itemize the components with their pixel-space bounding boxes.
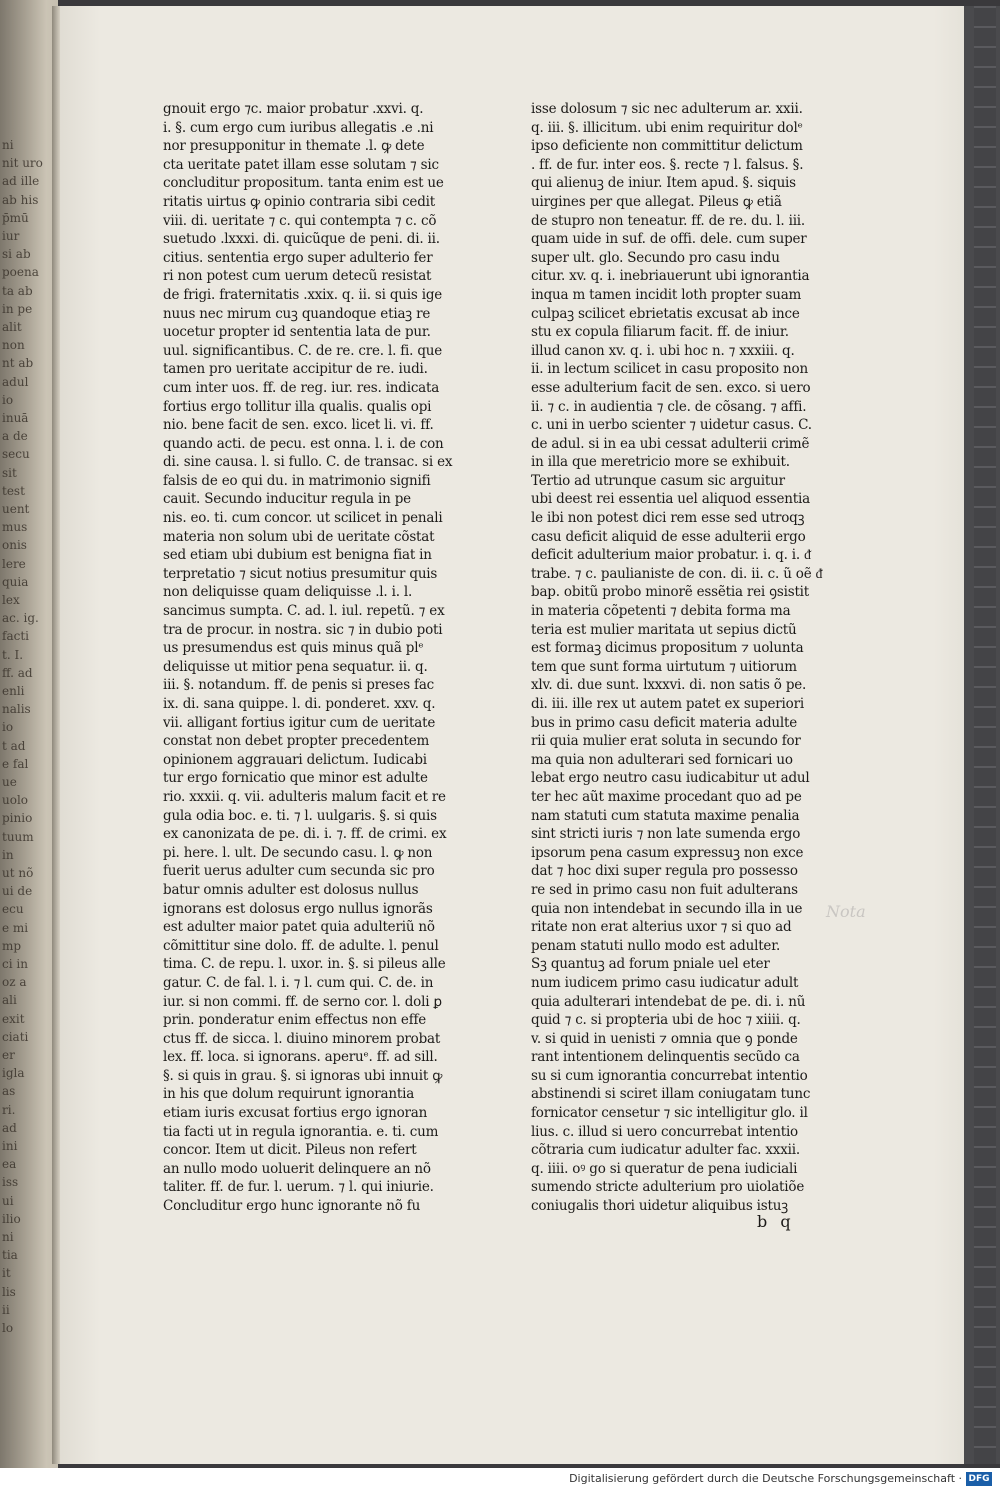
previous-page-fragment: ta ab [2,283,33,298]
text-line: batur omnis adulter est dolosus nullus [163,881,419,898]
previous-page-fragment: ut nõ [2,866,34,880]
previous-page-fragment: ui de [2,884,33,899]
previous-page-fragment: facti [2,629,29,644]
previous-page-edge [0,0,58,1468]
text-line: cauit. Secundo inducitur regula in pe [163,491,411,508]
text-line: tur ergo fornicatio que minor est adulte [163,770,428,787]
previous-page-fragment: ui [2,1193,14,1208]
text-line: lex. ff. loca. si ignorans. aperuᵉ. ff. ad sill. [163,1049,438,1066]
previous-page-fragment: sit [2,465,17,480]
previous-page-fragment: poena [2,265,39,280]
previous-page-fragment: t. I. [2,647,24,662]
previous-page-fragment: ri. [2,1102,16,1117]
previous-page-fragment: ini [2,1139,18,1153]
text-line: an nullo modo uoluerit delinquere an nõ [163,1160,431,1177]
previous-page-fragment: nt ab [2,356,34,371]
previous-page-fragment: pinio [2,811,33,826]
previous-page-fragment: ue [2,775,17,789]
text-line: lius. c. illud si uero concurrebat intentio [531,1123,798,1140]
text-line: falsis de eo qui du. in matrimonio signifi [163,472,431,489]
text-line: quam uide in suf. de offi. dele. cum super [531,231,807,248]
text-line: illud canon xv. q. i. ubi hoc n. ⁊ xxxiii. q. [531,342,795,359]
text-line: ii. ⁊ c. in audientia ⁊ cle. de cõsang. ⁊ affi. [531,398,807,415]
previous-page-fragment: mp [2,938,22,953]
text-line: uirgines per que allegat. Pileus ꝙ etiã [531,193,782,210]
previous-page-fragment: io [2,392,14,407]
text-line: pi. here. l. ult. De secundo casu. l. ꝙ non [163,844,433,861]
previous-page-fragment: in [2,847,14,862]
text-line: ma quia non adulterari sed fornicari uo [531,751,793,768]
left-text-column [163,100,468,1216]
text-line: tamen pro ueritate accipitur de re. iudi. [163,361,428,378]
text-line: re sed in primo casu non fuit adulterans [531,881,798,898]
previous-page-fragment: ci in [2,957,28,971]
previous-page-fragment: lo [2,1321,14,1335]
text-line: iii. §. notandum. ff. de penis si preses fac [163,677,435,694]
text-line: sint stricti iuris ⁊ non late sumenda ergo [531,826,801,843]
text-line: super ult. glo. Secundo pro casu indu [531,249,780,266]
text-line: Sꝫ quantuꝫ ad forum pniale uel eter [531,956,770,973]
text-line: citius. sententia ergo super adulterio fer [163,249,433,266]
text-line: de stupro non teneatur. ff. de re. du. l. iii. [531,212,806,229]
text-line: q. iiii. oꝰ go si queratur de pena iudiciali [531,1160,798,1177]
text-line: nor presupponitur in themate .l. ꝙ dete [163,138,425,155]
text-line: vii. alligant fortius igitur cum de ueritate [163,714,436,731]
right-text-column [531,100,831,1216]
text-line: tima. C. de repu. l. uxor. in. §. si pileus alle [163,956,446,973]
previous-page-fragment: alit [2,320,22,334]
previous-page-fragment: exit [2,1011,25,1026]
text-line: ex canonizata de pe. di. i. ⁊. ff. de crimi. ex [163,826,447,843]
text-line: taliter. ff. de fur. l. uerum. ⁊ l. qui iniurie. [163,1179,434,1196]
text-line: materia non solum ubi de ueritate cõstat [163,528,435,545]
text-line: uul. significantibus. C. de re. cre. l. fi. que [163,342,443,359]
text-line: sumendo stricte adulterium pro uiolatiõe [531,1179,805,1196]
text-line: num iudicem primo casu iudicatur adult [531,974,799,991]
text-line: penam statuti nullo modo est adulter. [531,937,781,954]
text-line: tem que sunt forma uirtutum ⁊ uitiorum [531,658,797,675]
text-line: dat ⁊ hoc dixi super regula pro possesso [531,863,798,880]
previous-page-fragment: p̄mū [2,210,29,225]
previous-page-fragment: quia [2,574,29,589]
text-line: i. §. cum ergo cum iuribus allegatis .e .ni [163,119,434,136]
previous-page-fragment: e fal [2,756,29,771]
text-line: le ibi non potest dici rem esse sed utroqꝫ [531,510,805,527]
text-line: deficit adulterium maior probatur. i. q. i. ᵭ [531,547,811,564]
text-line: citur. xv. q. i. inebriauerunt ubi ignorantia [531,268,810,285]
text-line: cum inter uos. ff. de reg. iur. res. indicata [163,379,440,396]
previous-page-fragment: ali [2,993,17,1008]
text-line: ix. di. sana quippe. l. di. ponderet. xxv. q. [163,696,436,712]
text-line: nis. eo. ti. cum concor. ut scilicet in penali [163,510,443,527]
text-line: in his que dolum requirunt ignorantia [163,1086,415,1103]
text-line: viii. di. ueritate ⁊ c. qui contempta ⁊ c. cõ [163,212,437,229]
previous-page-fragment: ff. ad [2,665,33,680]
previous-page-fragment: ii [2,1302,10,1317]
previous-page-fragment: ilio [2,1211,21,1226]
text-line: est formaꝫ dicimus propositum ⁊ uolunta [531,640,804,657]
text-line: . ff. de fur. inter eos. §. recte ⁊ l. falsus. §. [531,156,804,173]
text-line: ignorans est dolosus ergo nullus ignorãs [163,900,433,917]
previous-page-fragment: it [2,1266,11,1281]
text-line: ter hec aũt maxime procedant quo ad pe [531,788,802,805]
text-line: constat non debet propter precedentem [163,733,430,750]
text-line: gatur. C. de fal. l. i. ⁊ l. cum qui. C. de. in [163,974,434,991]
text-line: rio. xxxii. q. vii. adulteris malum facit et re [163,788,446,805]
previous-page-fragment: uent [2,502,30,516]
text-line: ri non potest cum uerum detecũ resistat [163,268,432,285]
text-line: qui alienuꝫ de iniur. Item apud. §. siquis [531,175,796,192]
text-line: uocetur propter id sententia lata de pur. [163,324,431,341]
text-line: coniugalis thori uidetur aliquibus istuꝫ [531,1198,788,1215]
text-line: iur. si non commi. ff. de serno cor. l. doli ꝑ [163,993,442,1010]
text-line: ii. in lectum scilicet in casu proposito non [531,361,808,378]
text-line: nio. bene facit de sen. exco. licet li. vi. ff. [163,417,434,434]
text-line: ubi deest rei essentia uel aliquod essentia [531,491,810,508]
text-line: est adulter maior patet quia adulteriũ nõ [163,919,435,936]
previous-page-fragment: uolo [2,793,29,808]
text-line: etiam iuris excusat fortius ergo ignoran [163,1105,428,1122]
text-line: abstinendi si sciret illam coniugatam tunc [531,1086,811,1103]
text-line: c. uni in uerbo scienter ⁊ uidetur casus. C. [531,417,812,434]
text-line: gnouit ergo ⁊c. maior probatur .xxvi. q. [163,101,424,117]
previous-page-fragment: enli [2,684,25,698]
previous-page-fragment: test [2,483,25,498]
previous-page-fragment: ni [2,138,14,152]
footer-bar [0,1468,1000,1490]
previous-page-fragment: as [2,1084,16,1099]
text-line: us presumendus est quis minus quã plᵉ [163,640,424,657]
scan-background-strip [964,6,1000,1464]
text-line: Concluditur ergo hunc ignorante nõ fu [163,1198,421,1215]
previous-page-fragment: inuā [2,411,29,425]
text-line: non deliquisse quam deliquisse .l. i. l. [163,584,413,601]
previous-page-fragment: secu [2,447,30,462]
previous-page-fragment: ciati [2,1029,29,1044]
scale-ruler [974,6,996,1464]
text-line: ctus ff. de sicca. l. diuino minorem probat [163,1030,441,1047]
text-line: di. iii. ille rex ut autem patet ex superiori [531,696,804,712]
text-line: su si cum ignorantia concurrebat intentio [531,1067,808,1084]
text-line: quia non intendebat in secundo illa in ue [531,900,803,917]
text-line: concor. Item ut dicit. Pileus non refert [163,1142,417,1159]
text-line: cta ueritate patet illam esse solutam ⁊ sic [163,156,439,173]
previous-page-fragment: ad ille [2,174,40,189]
text-line: §. si quis in grau. §. si ignoras ubi innuit ꝙ [163,1067,443,1084]
previous-page-fragment: onis [2,538,27,553]
text-line: ritatis uirtus ꝙ opinio contraria sibi cedit [163,193,436,210]
text-line: v. si quid in uenisti ⁊ omnia que ꝯ ponde [531,1030,798,1047]
text-line: lebat ergo neutro casu iudicabitur ut adul [531,770,810,787]
text-line: gula odia boc. e. ti. ⁊ l. uulgaris. §. si quis [163,807,437,824]
text-line: inqua m tamen incidit loth propter suam [531,286,802,303]
text-line: tra de procur. in nostra. sic ⁊ in dubio poti [163,621,443,638]
previous-page-fragment: ad [2,1120,17,1135]
previous-page-fragment: t ad [2,738,26,753]
text-line: quia adulterari intendebat de pe. di. i. nũ [531,993,806,1010]
text-line: bap. obitũ probo minorẽ essẽtia rei ꝯsistit [531,584,810,601]
text-line: Tertio ad utrunque casum sic arguitur [531,472,785,489]
previous-page-fragment: iur [2,229,20,243]
previous-page-fragment: er [2,1048,15,1062]
text-line: culpaꝫ scilicet ebrietatis excusat ab ince [531,305,800,322]
text-line: ipso deficiente non committitur delictum [531,138,803,155]
previous-page-fragment: oz a [2,975,27,990]
text-line: nuus nec mirum cuꝫ quandoque etiaꝫ re [163,305,431,322]
text-line: cõmittitur sine dolo. ff. de adulte. l. penul [163,937,439,954]
text-line: rant intentionem delinquentis secũdo ca [531,1049,800,1066]
text-line: casu deficit aliquid de esse adulterii ergo [531,528,806,545]
text-line: tia facti ut in regula ignorantia. e. ti. cum [163,1123,439,1140]
text-line: in illa que meretricio more se exhibuit. [531,454,790,471]
text-line: deliquisse ut mitior pena sequatur. ii. q. [163,658,428,675]
previous-page-fragment: ni [2,1230,14,1244]
margin-note: Nota [826,902,866,921]
text-line: ipsorum pena casum expressuꝫ non exce [531,844,804,861]
text-line: terpretatio ⁊ sicut notius presumitur quis [163,565,438,582]
text-line: fuerit uerus adulter cum secunda sic pro [163,863,435,880]
text-line: ritate non erat alterius uxor ⁊ si quo ad [531,919,792,936]
text-line: fortius ergo tollitur illa qualis. qualis opi [163,398,432,415]
previous-page-fragment: in pe [2,301,33,316]
previous-page-fragment: igla [2,1066,25,1081]
text-line: quando acti. de pecu. est onna. l. i. de con [163,435,444,452]
text-line: isse dolosum ⁊ sic nec adulterum ar. xxii. [531,101,803,117]
text-line: di. sine causa. l. si fullo. C. de transac. si ex [163,454,453,471]
text-line: cõtraria cum iudicatur adulter fac. xxxii. [531,1142,800,1159]
text-line: q. iii. §. illicitum. ubi enim requiritur dolᵉ [531,119,803,136]
text-line: sed etiam ubi dubium est benigna fiat in [163,547,432,564]
text-line: sancimus sumpta. C. ad. l. iul. repetũ. ⁊ ex [163,603,445,620]
previous-page-fragment: e mi [2,920,29,935]
text-line: nam statuti cum statuta maxime penalia [531,807,800,824]
previous-page-fragment: ea [2,1157,17,1172]
text-line: stu ex copula filiarum facit. ff. de iniur. [531,324,789,341]
previous-page-fragment: tuum [2,829,34,844]
previous-page-fragment: tia [2,1248,18,1263]
previous-page-fragment: ecu [2,902,24,917]
text-line: de frigi. fraternitatis .xxix. q. ii. si quis ige [163,286,443,303]
previous-page-fragment: nalis [2,702,31,717]
text-line: bus in primo casu deficit materia adulte [531,714,798,731]
previous-page-fragment: ac. ig. [2,611,39,626]
text-line: de adul. si in ea ubi cessat adulterii crimẽ [531,435,810,452]
dfg-logo: DFG [966,1472,992,1486]
previous-page-fragment: mus [2,520,28,535]
previous-page-fragment: adul [2,374,29,389]
text-line: quid ⁊ c. si propteria ubi de hoc ⁊ xiiii. q. [531,1012,801,1029]
previous-page-fragment: ab his [2,192,39,207]
previous-page-fragment: a de [2,429,28,444]
previous-page-fragment: io [2,720,14,735]
text-line: in materia cõpetenti ⁊ debita forma ma [531,603,791,620]
previous-page-fragment: si ab [2,247,31,262]
text-line: xlv. di. due sunt. lxxxvi. di. non satis õ pe. [531,677,807,694]
text-line: trabe. ⁊ c. paulianiste de con. di. ii. c. ũ oẽ ᵭ [531,565,823,582]
footer-credit: Digitalisierung gefördert durch die Deutsche Forschungsgemeinschaft · [569,1472,962,1485]
text-line: prin. ponderatur enim effectus non effe [163,1012,427,1029]
previous-page-fragment: lis [2,1284,16,1299]
signature-mark: b q [757,1212,795,1231]
text-line: teria est mulier maritata ut sepius dictũ [531,621,797,638]
previous-page-fragment: non [2,338,25,353]
text-line: esse adulterium facit de sen. exco. si uero [531,379,811,396]
previous-page-fragment: lex [2,593,20,607]
text-line: rii quia mulier erat soluta in secundo for [531,733,801,750]
text-line: fornicator censetur ⁊ sic intelligitur glo. il [531,1105,808,1122]
text-line: opinionem aggrauari delictum. Iudicabi [163,751,427,768]
previous-page-fragment: lere [2,556,26,571]
previous-page-fragment: nit uro [2,156,43,171]
previous-page-fragment: iss [2,1175,19,1190]
text-line: suetudo .lxxxi. di. quicũque de peni. di. ii. [163,231,440,248]
text-line: concluditur propositum. tanta enim est ue [163,175,444,192]
